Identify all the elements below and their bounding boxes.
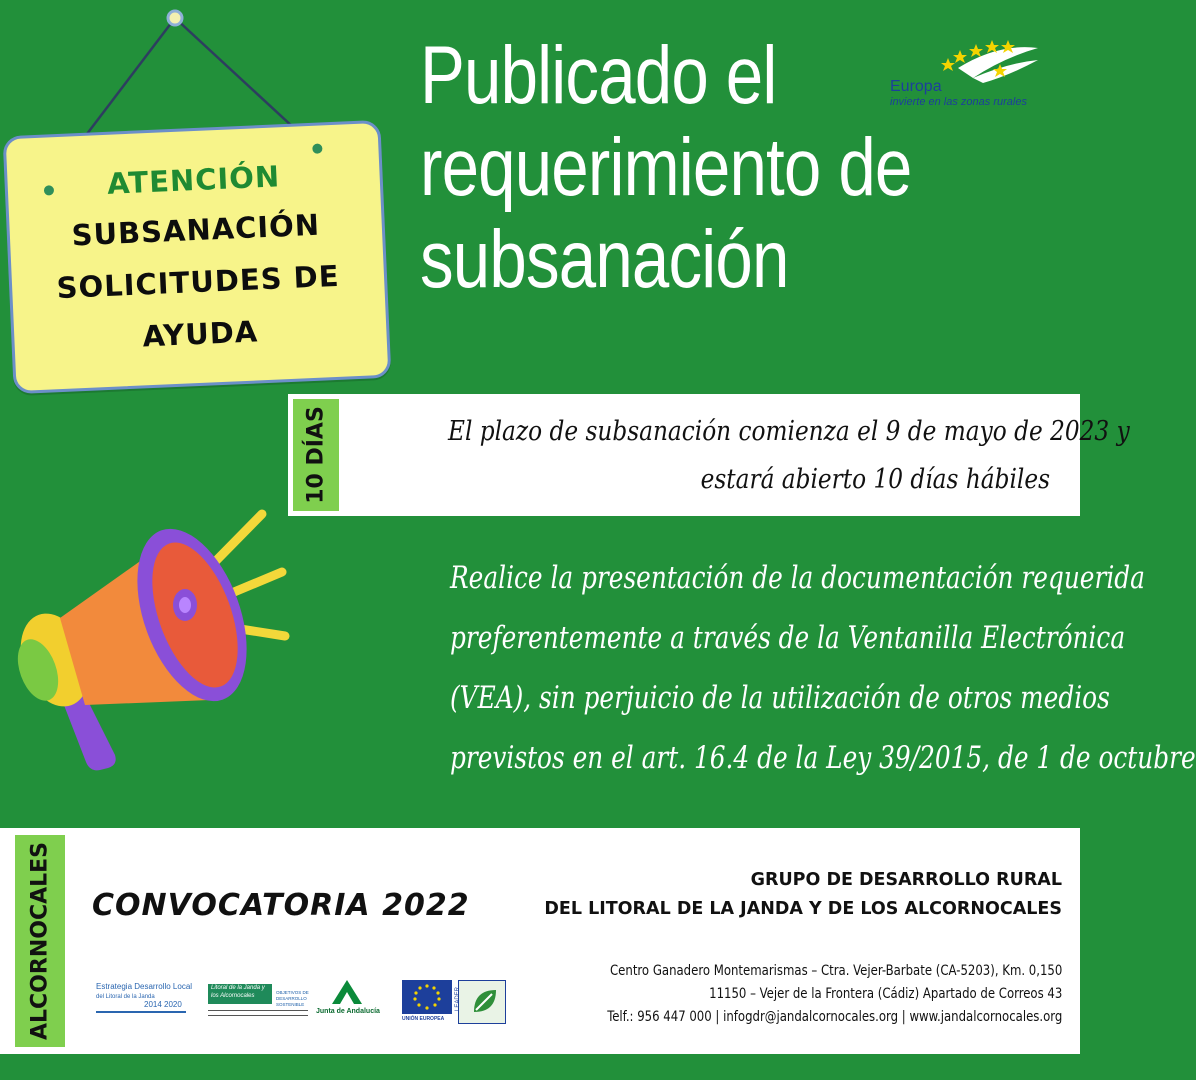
eu-logo-word: Europa <box>890 78 942 95</box>
junta-andalucia-logo: Junta de Andalucía <box>316 978 376 1026</box>
org-line: DEL LITORAL DE LA JANDA Y DE LOS ALCORNOCALES <box>544 899 1062 919</box>
litoral-logo: Litoral de la Janda y los Alcornocales OBJETIVOS DE DESARROLLO SOSTENIBLE <box>208 982 312 1028</box>
page-title <box>420 30 912 306</box>
alcornocales-label: ALCORNOCALES <box>27 841 53 1041</box>
org-line: GRUPO DE DESARROLLO RURAL <box>750 870 1062 890</box>
footer-bottom-strip <box>0 1054 1080 1080</box>
title-line: requerimiento de <box>420 122 912 213</box>
edl-logo: Estrategia Desarrollo Local del Litoral de la Janda 2014 2020 <box>92 978 202 1028</box>
instructions-line: Realice la presentación de la documentación requerida <box>450 560 1145 596</box>
megaphone-icon <box>0 500 310 790</box>
sign-line: AYUDA <box>141 314 259 354</box>
alcornocales-tab <box>10 830 70 1052</box>
organization-name <box>544 866 1062 924</box>
hanging-sign <box>0 0 400 400</box>
instructions-line: previstos en el art. 16.4 de la Ley 39/2015, de 1 de octubre <box>450 740 1196 776</box>
instructions-line: preferentemente a través de la Ventanilla Electrónica <box>450 620 1126 656</box>
sign-heading: ATENCIÓN <box>106 159 281 201</box>
ods-logo: OBJETIVOS DE DESARROLLO SOSTENIBLE <box>276 990 309 1007</box>
deadline-line: estará abierto 10 días hábiles <box>700 464 1050 495</box>
days-tab-fill <box>293 399 339 511</box>
contact-info <box>607 960 1062 1029</box>
title-line: Publicado el <box>420 30 777 121</box>
eu-flag-icon <box>402 980 452 1014</box>
eu-logo-tagline: invierte en las zonas rurales <box>890 96 1027 108</box>
days-tab <box>288 394 344 516</box>
instructions-text <box>450 548 1196 788</box>
europa-logo <box>888 38 1048 118</box>
deadline-band <box>344 394 1130 516</box>
junta-emblem-icon <box>330 978 364 1006</box>
sign-line: SOLICITUDES DE <box>55 258 341 306</box>
sign-hole <box>312 143 322 153</box>
contact-line[interactable]: Telf.: 956 447 000 | infogdr@jandalcornocales.org | www.jandalcornocales.org <box>606 1009 1062 1025</box>
leader-leaf-icon <box>470 986 500 1016</box>
days-label: 10 DÍAS <box>303 406 329 504</box>
convocatoria-label: CONVOCATORIA 2022 <box>92 888 470 923</box>
nail-icon <box>168 11 182 25</box>
address-line: Centro Ganadero Montemarismas – Ctra. Vejer-Barbate (CA-5203), Km. 0,150 <box>609 963 1062 979</box>
leader-logo: LEADER <box>458 980 506 1024</box>
instructions-line: (VEA), sin perjuicio de la utilización de otros medios <box>450 680 1110 716</box>
deadline-text <box>448 408 1130 504</box>
sign-board <box>3 120 392 394</box>
alcornocales-tab-fill <box>15 835 65 1047</box>
address-line: 11150 – Vejer de la Frontera (Cádiz) Apartado de Correos 43 <box>708 986 1062 1002</box>
title-line: subsanación <box>420 214 789 305</box>
eu-flag-logo: UNIÓN EUROPEA <box>402 980 452 1024</box>
sign-line: SUBSANACIÓN <box>70 207 321 253</box>
deadline-line: El plazo de subsanación comienza el 9 de mayo de 2023 y <box>448 416 1130 447</box>
